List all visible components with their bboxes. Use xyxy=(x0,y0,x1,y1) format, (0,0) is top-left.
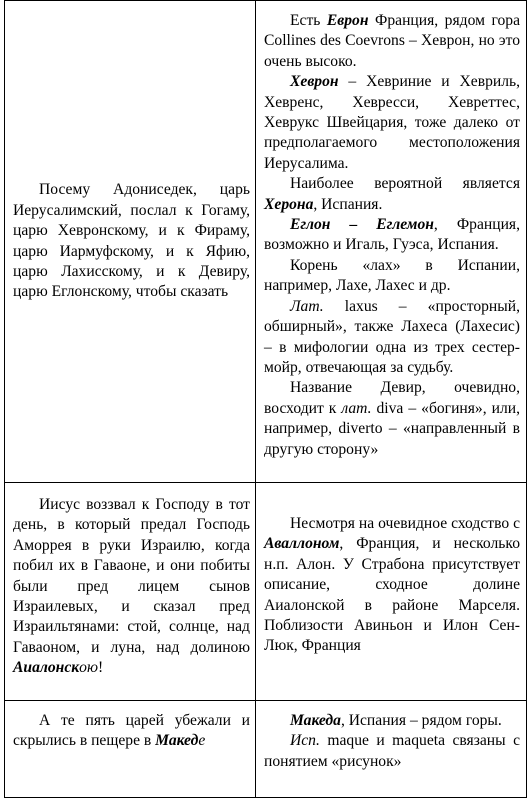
commentary-paragraph: Македа, Испания – рядом горы. xyxy=(290,712,502,729)
commentary-paragraph: Есть Еврон Франция, рядом гора Collines des Coevrons – Хеврон, но это очень высоко. xyxy=(264,12,520,70)
commentary-cell xyxy=(256,701,527,798)
table-row xyxy=(5,483,527,701)
verse-cell xyxy=(5,701,256,798)
verse-text: Посему Адониседек, царь Иерусалимский, послал к Гогаму, царю Хевронскому, и к Фираму, царю Иармуфскому, и к Яфию, царю Лахисскому, и к Девиру, царю Еглонскому, чтобы сказать xyxy=(13,181,250,301)
commentary-cell xyxy=(256,483,527,701)
commentary-paragraph: Наиболее вероятной является Херона, Испания. xyxy=(264,175,520,213)
verse-cell xyxy=(5,1,256,483)
table-row xyxy=(5,1,527,483)
verse-text: А те пять царей убежали и скрылись в пещере в Македе xyxy=(13,712,250,750)
verse-cell xyxy=(5,483,256,701)
commentary-paragraph: Название Девир, очевидно, восходит к лат. diva – «богиня», или, например, diverto – «направленный в другую сторону» xyxy=(264,379,520,458)
commentary-paragraph: Лат. laxus – «просторный, обширный», также Лахеса (Лахесис) – в мифологии одна из трех сестер-мойр, отвечающая за судьбу. xyxy=(264,297,520,376)
verse-text: Иисус воззвал к Господу в тот день, в который предал Господь Аморрея в руки Израилю, когда побил их в Гаваоне, и они побиты были пред лицем сынов Израилевых, и сказал пред Израильтянами: стой, солнце, над Гаваоном, и луна, над долиною Аиалонскою! xyxy=(13,496,250,677)
commentary-paragraph: Еглон – Еглемон, Франция, возможно и Игаль, Гуэса, Испания. xyxy=(264,216,520,254)
table-row xyxy=(5,701,527,798)
commentary-paragraph: Несмотря на очевидное сходство с Аваллоном, Франция, и несколько н.п. Алон. У Страбона присутствует описание, сходное долине Аиалонской в районе Марселя. Поблизости Авиньон и Илон Сен-Люк, Франция xyxy=(264,515,520,655)
text-table xyxy=(4,0,527,798)
commentary-paragraph: Исп. maque и maqueta связаны с понятием «рисунок» xyxy=(264,732,520,770)
commentary-cell xyxy=(256,1,527,483)
commentary-paragraph: Хеврон – Хевриние и Хевриль, Хевренс, Хевресси, Хевреттес, Хеврукс Швейцария, тоже далеко от предполагаемого местоположения Иерусалима. xyxy=(264,73,520,172)
commentary-paragraph: Корень «лах» в Испании, например, Лахе, Лахес и др. xyxy=(264,256,520,295)
